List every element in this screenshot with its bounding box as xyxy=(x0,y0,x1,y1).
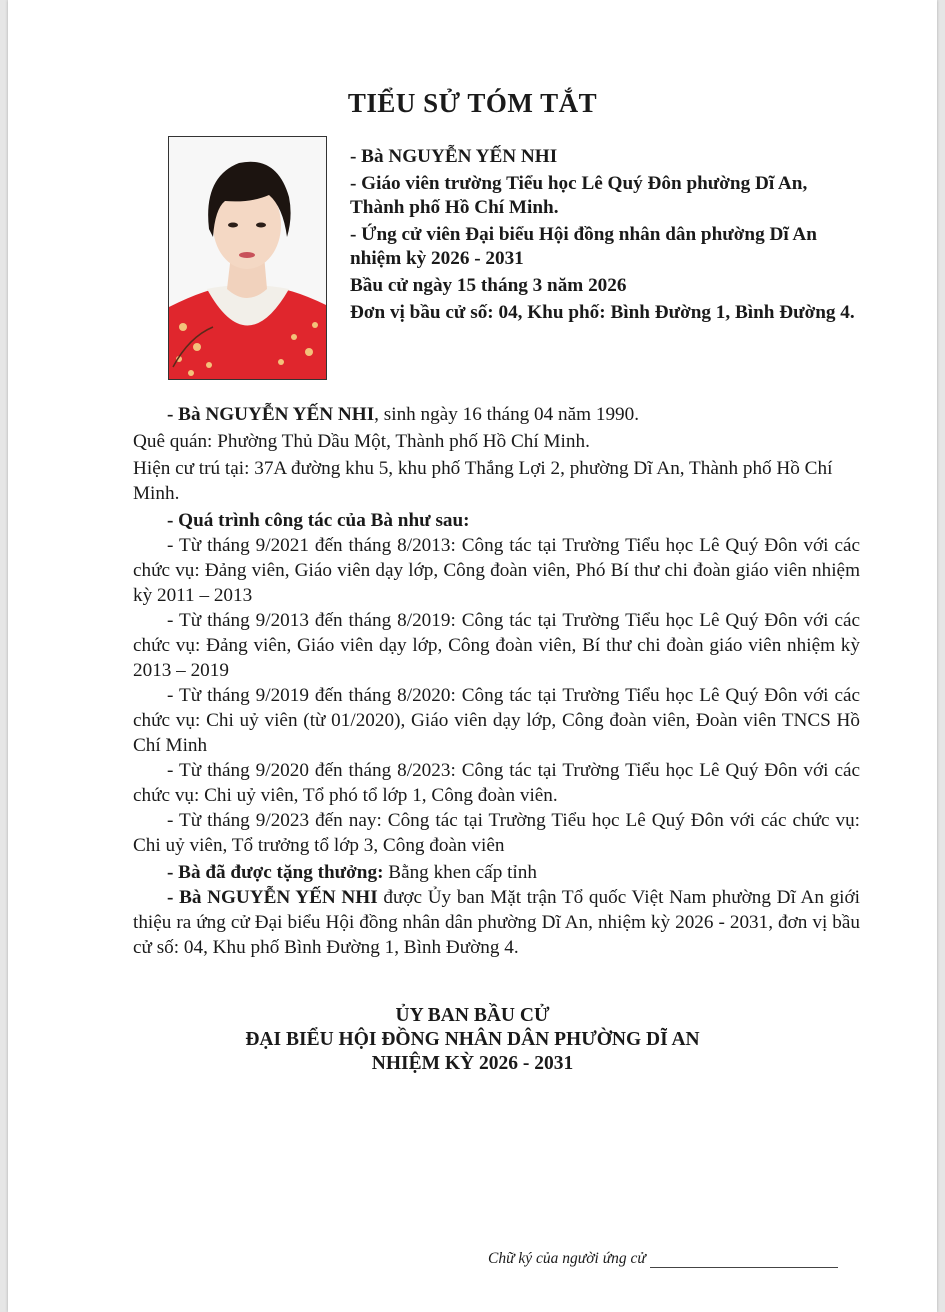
bio-name: - Bà NGUYỄN YẾN NHI xyxy=(167,404,375,425)
career-heading-text: - Quá trình công tác của Bà như sau: xyxy=(167,510,470,531)
hometown: Quê quán: Phường Thủ Dầu Một, Thành phố Hồ Chí Minh. xyxy=(133,431,590,452)
signature-line xyxy=(650,1253,838,1268)
career-item: - Từ tháng 9/2013 đến tháng 8/2019: Công tác tại Trường Tiểu học Lê Quý Đôn với các chức vụ: Đảng viên, Giáo viên dạy lớp, Công đoàn viên, Bí thư chi đoàn giáo viên nhiệm kỳ 2013 – 2019 xyxy=(133,610,860,681)
signature-label: Chữ ký của người ứng cử xyxy=(488,1250,646,1267)
career-heading xyxy=(133,508,860,533)
nomination-text: được Ủy ban Mặt trận Tổ quốc Việt Nam phường Dĩ An giới thiệu ra ứng cử Đại biểu Hội đồng nhân dân phường Dĩ An, nhiệm kỳ 2026 - 2031, đơn vị bầu cử số: 04, Khu phố Bình Đường 1, Bình Đường 4. xyxy=(133,887,860,958)
document-title: TIỂU SỬ TÓM TẮT xyxy=(347,88,598,118)
election-committee xyxy=(8,1004,937,1076)
committee-line-1: ỦY BAN BẦU CỬ xyxy=(395,1005,550,1026)
residence: Hiện cư trú tại: 37A đường khu 5, khu phố Thắng Lợi 2, phường Dĩ An, Thành phố Hồ Chí Minh. xyxy=(133,458,833,504)
candidate-position: - Ứng cử viên Đại biểu Hội đồng nhân dân phường Dĩ An nhiệm kỳ 2026 - 2031 xyxy=(350,224,817,269)
candidate-photo xyxy=(168,136,327,380)
candidate-job: - Giáo viên trường Tiểu học Lê Quý Đôn phường Dĩ An, Thành phố Hồ Chí Minh. xyxy=(350,173,808,218)
career-item: - Từ tháng 9/2020 đến tháng 8/2023: Công tác tại Trường Tiểu học Lê Quý Đôn với các chức vụ: Chi uỷ viên, Tổ phó tổ lớp 1, Công đoàn viên. xyxy=(133,760,860,806)
candidate-header-info xyxy=(350,145,858,328)
committee-line-2: ĐẠI BIỂU HỘI ĐỒNG NHÂN DÂN PHƯỜNG DĨ AN xyxy=(245,1029,700,1050)
career-item: - Từ tháng 9/2023 đến nay: Công tác tại Trường Tiểu học Lê Quý Đôn với các chức vụ: Chi uỷ viên, Tổ trưởng tổ lớp 3, Công đoàn viên xyxy=(133,810,860,856)
award-label: - Bà đã được tặng thưởng: xyxy=(167,862,384,883)
career-item: - Từ tháng 9/2019 đến tháng 8/2020: Công tác tại Trường Tiểu học Lê Quý Đôn với các chức vụ: Chi uỷ viên (từ 01/2020), Giáo viên dạy lớp, Công đoàn viên, Đoàn viên TNCS Hồ Chí Minh xyxy=(133,685,860,756)
electoral-unit: Đơn vị bầu cử số: 04, Khu phố: Bình Đường 1, Bình Đường 4. xyxy=(350,302,855,323)
signature-area xyxy=(488,1250,838,1268)
birth-date: , sinh ngày 16 tháng 04 năm 1990. xyxy=(374,404,640,425)
candidate-name: - Bà NGUYỄN YẾN NHI xyxy=(350,146,558,167)
nomination-name: - Bà NGUYỄN YẾN NHI xyxy=(167,887,378,908)
document-page xyxy=(8,0,937,1312)
award-value: Bằng khen cấp tỉnh xyxy=(383,862,537,883)
award-line xyxy=(133,860,860,885)
election-date: Bầu cử ngày 15 tháng 3 năm 2026 xyxy=(350,275,627,296)
nomination-line xyxy=(133,885,860,960)
portrait-illustration xyxy=(169,137,326,379)
career-item: - Từ tháng 9/2021 đến tháng 8/2013: Công tác tại Trường Tiểu học Lê Quý Đôn với các chức vụ: Đảng viên, Giáo viên dạy lớp, Công đoàn viên, Phó Bí thư chi đoàn giáo viên nhiệm kỳ 2011 – 2013 xyxy=(133,535,860,606)
committee-line-3: NHIỆM KỲ 2026 - 2031 xyxy=(371,1053,574,1074)
biography-body xyxy=(133,402,860,960)
birth-line xyxy=(133,402,860,427)
